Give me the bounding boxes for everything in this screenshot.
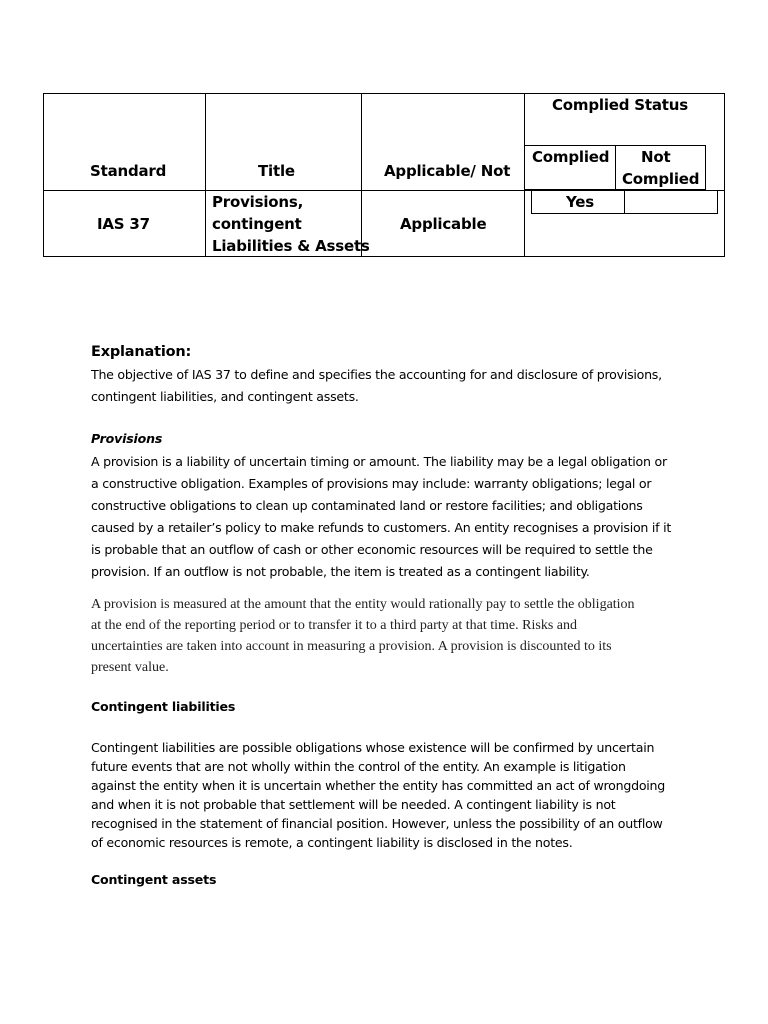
text-line: contingent liabilities, and contingent assets.: [91, 389, 359, 404]
compliance-table: [0, 0, 768, 270]
row-complied-value: Yes: [566, 193, 594, 211]
not-complied-header-box: [615, 145, 706, 190]
explanation-paragraph: [91, 364, 691, 408]
row-title-line3: Liabilities & Assets: [212, 237, 370, 255]
complied-header-box: [524, 145, 616, 190]
header-title: Title: [258, 162, 295, 180]
header-not-complied-line1: Not: [641, 148, 671, 166]
provision-measurement-paragraph: [91, 594, 691, 678]
row-title-line1: Provisions,: [212, 193, 304, 211]
explanation-heading: Explanation:: [91, 344, 192, 360]
text-line: future events that are not wholly within the control of the entity. An example is litigation: [91, 759, 626, 774]
text-line: caused by a retailer’s policy to make refunds to customers. An entity recognises a provision if it: [91, 520, 672, 535]
row-not-complied-box: [624, 190, 718, 214]
header-standard: Standard: [90, 162, 167, 180]
text-line: uncertainties are taken into account in measuring a provision. A provision is discounted to its: [91, 639, 612, 654]
contingent-liabilities-paragraph: [91, 738, 691, 852]
text-line: provision. If an outflow is not probable, the item is treated as a contingent liability.: [91, 564, 590, 579]
row-applicable: Applicable: [400, 215, 487, 233]
header-applicable: Applicable/ Not: [384, 162, 511, 180]
text-line: constructive obligations to clean up contaminated land or restore facilities; and obligations: [91, 498, 643, 513]
header-complied-status: Complied Status: [552, 96, 688, 114]
row-standard: IAS 37: [97, 215, 150, 233]
row-complied-box: [531, 190, 625, 214]
text-line: and when it is not probable that settlement will be needed. A contingent liability is not: [91, 797, 616, 812]
text-line: present value.: [91, 660, 169, 675]
header-complied: Complied: [532, 148, 610, 166]
text-line: at the end of the reporting period or to transfer it to a third party at that time. Risks and: [91, 618, 577, 633]
provisions-paragraph: [91, 451, 691, 583]
text-line: Contingent liabilities are possible obligations whose existence will be confirmed by uncertain: [91, 740, 655, 755]
text-line: a constructive obligation. Examples of provisions may include: warranty obligations; legal or: [91, 476, 652, 491]
text-line: The objective of IAS 37 to define and specifies the accounting for and disclosure of provisions,: [91, 367, 662, 382]
text-line: A provision is a liability of uncertain timing or amount. The liability may be a legal obligation or: [91, 454, 667, 469]
provisions-heading: Provisions: [91, 431, 163, 446]
text-line: A provision is measured at the amount that the entity would rationally pay to settle the obligation: [91, 597, 635, 612]
contingent-liabilities-heading: Contingent liabilities: [91, 699, 236, 714]
contingent-assets-heading: Contingent assets: [91, 872, 217, 887]
header-not-complied-line2: Complied: [622, 170, 700, 188]
text-line: of economic resources is remote, a contingent liability is disclosed in the notes.: [91, 835, 573, 850]
text-line: recognised in the statement of financial position. However, unless the possibility of an outflow: [91, 816, 663, 831]
row-title-line2: contingent: [212, 215, 302, 233]
text-line: is probable that an outflow of cash or other economic resources will be required to settle the: [91, 542, 653, 557]
text-line: against the entity when it is uncertain whether the entity has committed an act of wrongdoing: [91, 778, 666, 793]
